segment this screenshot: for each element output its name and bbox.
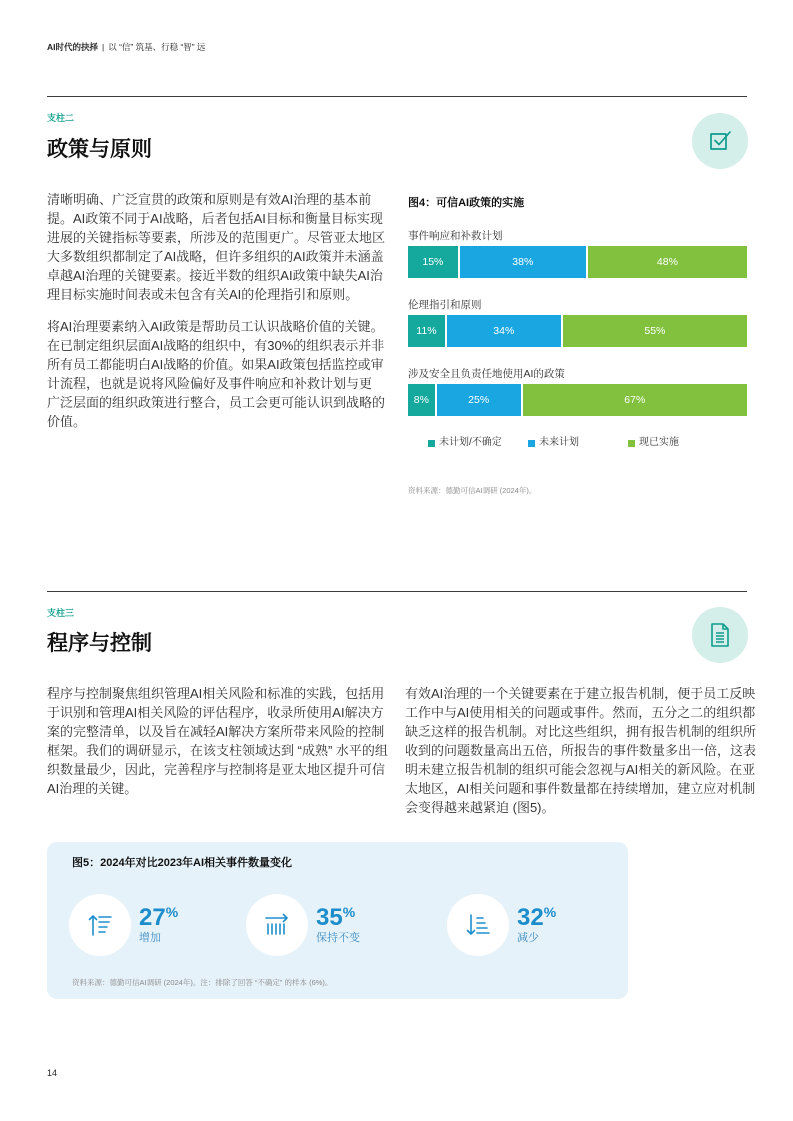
running-header bbox=[47, 41, 206, 53]
report-title: AI时代的抉择 bbox=[47, 42, 99, 52]
section-body-right bbox=[405, 684, 757, 817]
bar-segment bbox=[408, 246, 458, 278]
figure-title: 图5：2024年对比2023年AI相关事件数量变化 bbox=[72, 857, 293, 869]
legend-label: 未计划/不确定 bbox=[439, 437, 502, 448]
legend-label: 未来计划 bbox=[539, 437, 579, 448]
stat-unit: % bbox=[543, 904, 557, 920]
bar-segment bbox=[447, 315, 561, 347]
stacked-bar bbox=[408, 315, 747, 347]
chart-legend bbox=[428, 437, 728, 449]
legend-item bbox=[428, 437, 528, 449]
chart-title: 图4：可信AI政策的实施 bbox=[408, 197, 525, 209]
stat-text bbox=[139, 905, 178, 945]
legend-label: 现已实施 bbox=[639, 437, 679, 448]
stat-text bbox=[316, 905, 360, 945]
pillar-label: 支柱三 bbox=[47, 608, 75, 618]
stat-value bbox=[316, 905, 360, 931]
stat-value bbox=[517, 905, 556, 931]
data-label: 15% bbox=[422, 256, 444, 268]
stacked-bar bbox=[408, 384, 747, 416]
legend-swatch bbox=[628, 440, 635, 447]
data-label: 34% bbox=[493, 325, 515, 337]
figure-5-panel bbox=[47, 842, 628, 999]
data-label: 25% bbox=[468, 394, 490, 406]
stat-unit: % bbox=[342, 904, 356, 920]
figure-source: 资料来源：德勤可信AI调研 (2024年)。注：排除了回答 “不确定” 的样本 (6%)。 bbox=[72, 978, 333, 987]
stat-unchanged bbox=[246, 894, 360, 956]
section-body bbox=[47, 190, 392, 431]
document-icon bbox=[692, 607, 748, 663]
sort-amount-down-icon bbox=[447, 894, 509, 956]
section-title: 政策与原则 bbox=[47, 138, 152, 161]
stat-number: 32 bbox=[517, 904, 544, 931]
bar-segment bbox=[460, 246, 586, 278]
header-divider: | bbox=[102, 42, 105, 52]
stat-increase bbox=[69, 894, 178, 956]
stat-unit: % bbox=[165, 904, 179, 920]
page-number: 14 bbox=[47, 1068, 58, 1078]
stat-label: 减少 bbox=[517, 932, 539, 944]
legend-item bbox=[628, 437, 728, 449]
section-title: 程序与控制 bbox=[47, 632, 152, 655]
section-divider bbox=[47, 96, 747, 97]
data-label: 8% bbox=[413, 394, 429, 406]
section-divider bbox=[47, 591, 747, 592]
stacked-bar-area bbox=[408, 229, 747, 436]
chart-source: 资料来源：德勤可信AI调研 (2024年)。 bbox=[408, 486, 537, 495]
data-label: 55% bbox=[644, 325, 666, 337]
bar-group bbox=[408, 298, 747, 347]
stacked-bar bbox=[408, 246, 747, 278]
level-unchanged-icon bbox=[246, 894, 308, 956]
stat-label: 增加 bbox=[139, 932, 161, 944]
legend-swatch bbox=[528, 440, 535, 447]
bar-segment bbox=[523, 384, 747, 416]
legend-item bbox=[528, 437, 628, 449]
data-label: 11% bbox=[416, 325, 437, 337]
checkbox-icon bbox=[692, 113, 748, 169]
category-label: 事件响应和补救计划 bbox=[408, 230, 503, 242]
figure-4-chart bbox=[408, 190, 747, 500]
category-label: 伦理指引和原则 bbox=[408, 299, 482, 311]
body-paragraph: 有效AI治理的一个关键要素在于建立报告机制，便于员工反映 工作中与AI使用相关的问题或事件。然而，五分之二的组织都 缺乏这样的报告机制。对比这些组织，拥有报告机制的组织所 收到的问题数量高出五倍，所报告的事件数量多出一倍，这表 明未建立报告机制的组织可能会忽视与AI相关的新风险。在亚 太地区，AI相关问题和事件数量都在持续增加，建立应对机制 会变得越来越紧迫 (图5)。 bbox=[405, 686, 757, 815]
stat-decrease bbox=[447, 894, 556, 956]
body-paragraph: 程序与控制聚焦组织管理AI相关风险和标准的实践，包括用 于识别和管理AI相关风险的评估程序，收录所使用AI解决方 案的完整清单，以及旨在减轻AI解决方案所带来风险的控制 框架。我们的调研显示，在该支柱领域达到 “成熟” 水平的组 织数量最少，因此，完善程序与控制将是亚太地区提升可信 AI治理的关键。 bbox=[47, 686, 388, 796]
bar-group bbox=[408, 229, 747, 278]
pillar-label: 支柱二 bbox=[47, 113, 75, 123]
stat-text bbox=[517, 905, 556, 945]
bar-segment bbox=[408, 315, 445, 347]
legend-swatch bbox=[428, 440, 435, 447]
body-paragraph: 将AI治理要素纳入AI政策是帮助员工认识战略价值的关键。 在已制定组织层面AI战略的组织中，有30%的组织表示并非 所有员工都能明白AI战略的价值。如果AI政策包括监控或审 计流程，也就是说将风险偏好及事件响应和补救计划与更 广泛层面的组织政策进行整合，员工会更可能认识到战略的 价值。 bbox=[47, 319, 386, 429]
stat-label: 保持不变 bbox=[316, 932, 360, 944]
data-label: 48% bbox=[656, 256, 678, 268]
data-label: 67% bbox=[624, 394, 646, 406]
bar-segment bbox=[563, 315, 747, 347]
report-subtitle: 以 “信” 筑基、行稳 “智” 远 bbox=[108, 42, 206, 52]
body-paragraph: 清晰明确、广泛宣贯的政策和原则是有效AI治理的基本前 提。AI政策不同于AI战略，后者包括AI目标和衡量目标实现 进展的关键指标等要素，所涉及的范围更广。尽管亚太地区 大多数组织都制定了AI战略，但许多组织的AI政策并未涵盖 卓越AI治理的关键要素。接近半数的组织AI政策中缺失AI治 理目标实施时间表或未包含有关AI的伦理指引和原则。 bbox=[47, 192, 386, 302]
section-body-left bbox=[47, 684, 392, 798]
bar-segment bbox=[408, 384, 435, 416]
bar-group bbox=[408, 367, 747, 416]
category-label: 涉及安全且负责任地使用AI的政策 bbox=[408, 368, 565, 380]
sort-amount-up-icon bbox=[69, 894, 131, 956]
stat-number: 27 bbox=[139, 904, 166, 931]
stat-value bbox=[139, 905, 178, 931]
stat-number: 35 bbox=[316, 904, 343, 931]
data-label: 38% bbox=[512, 256, 534, 268]
bar-segment bbox=[437, 384, 521, 416]
bar-segment bbox=[588, 246, 747, 278]
